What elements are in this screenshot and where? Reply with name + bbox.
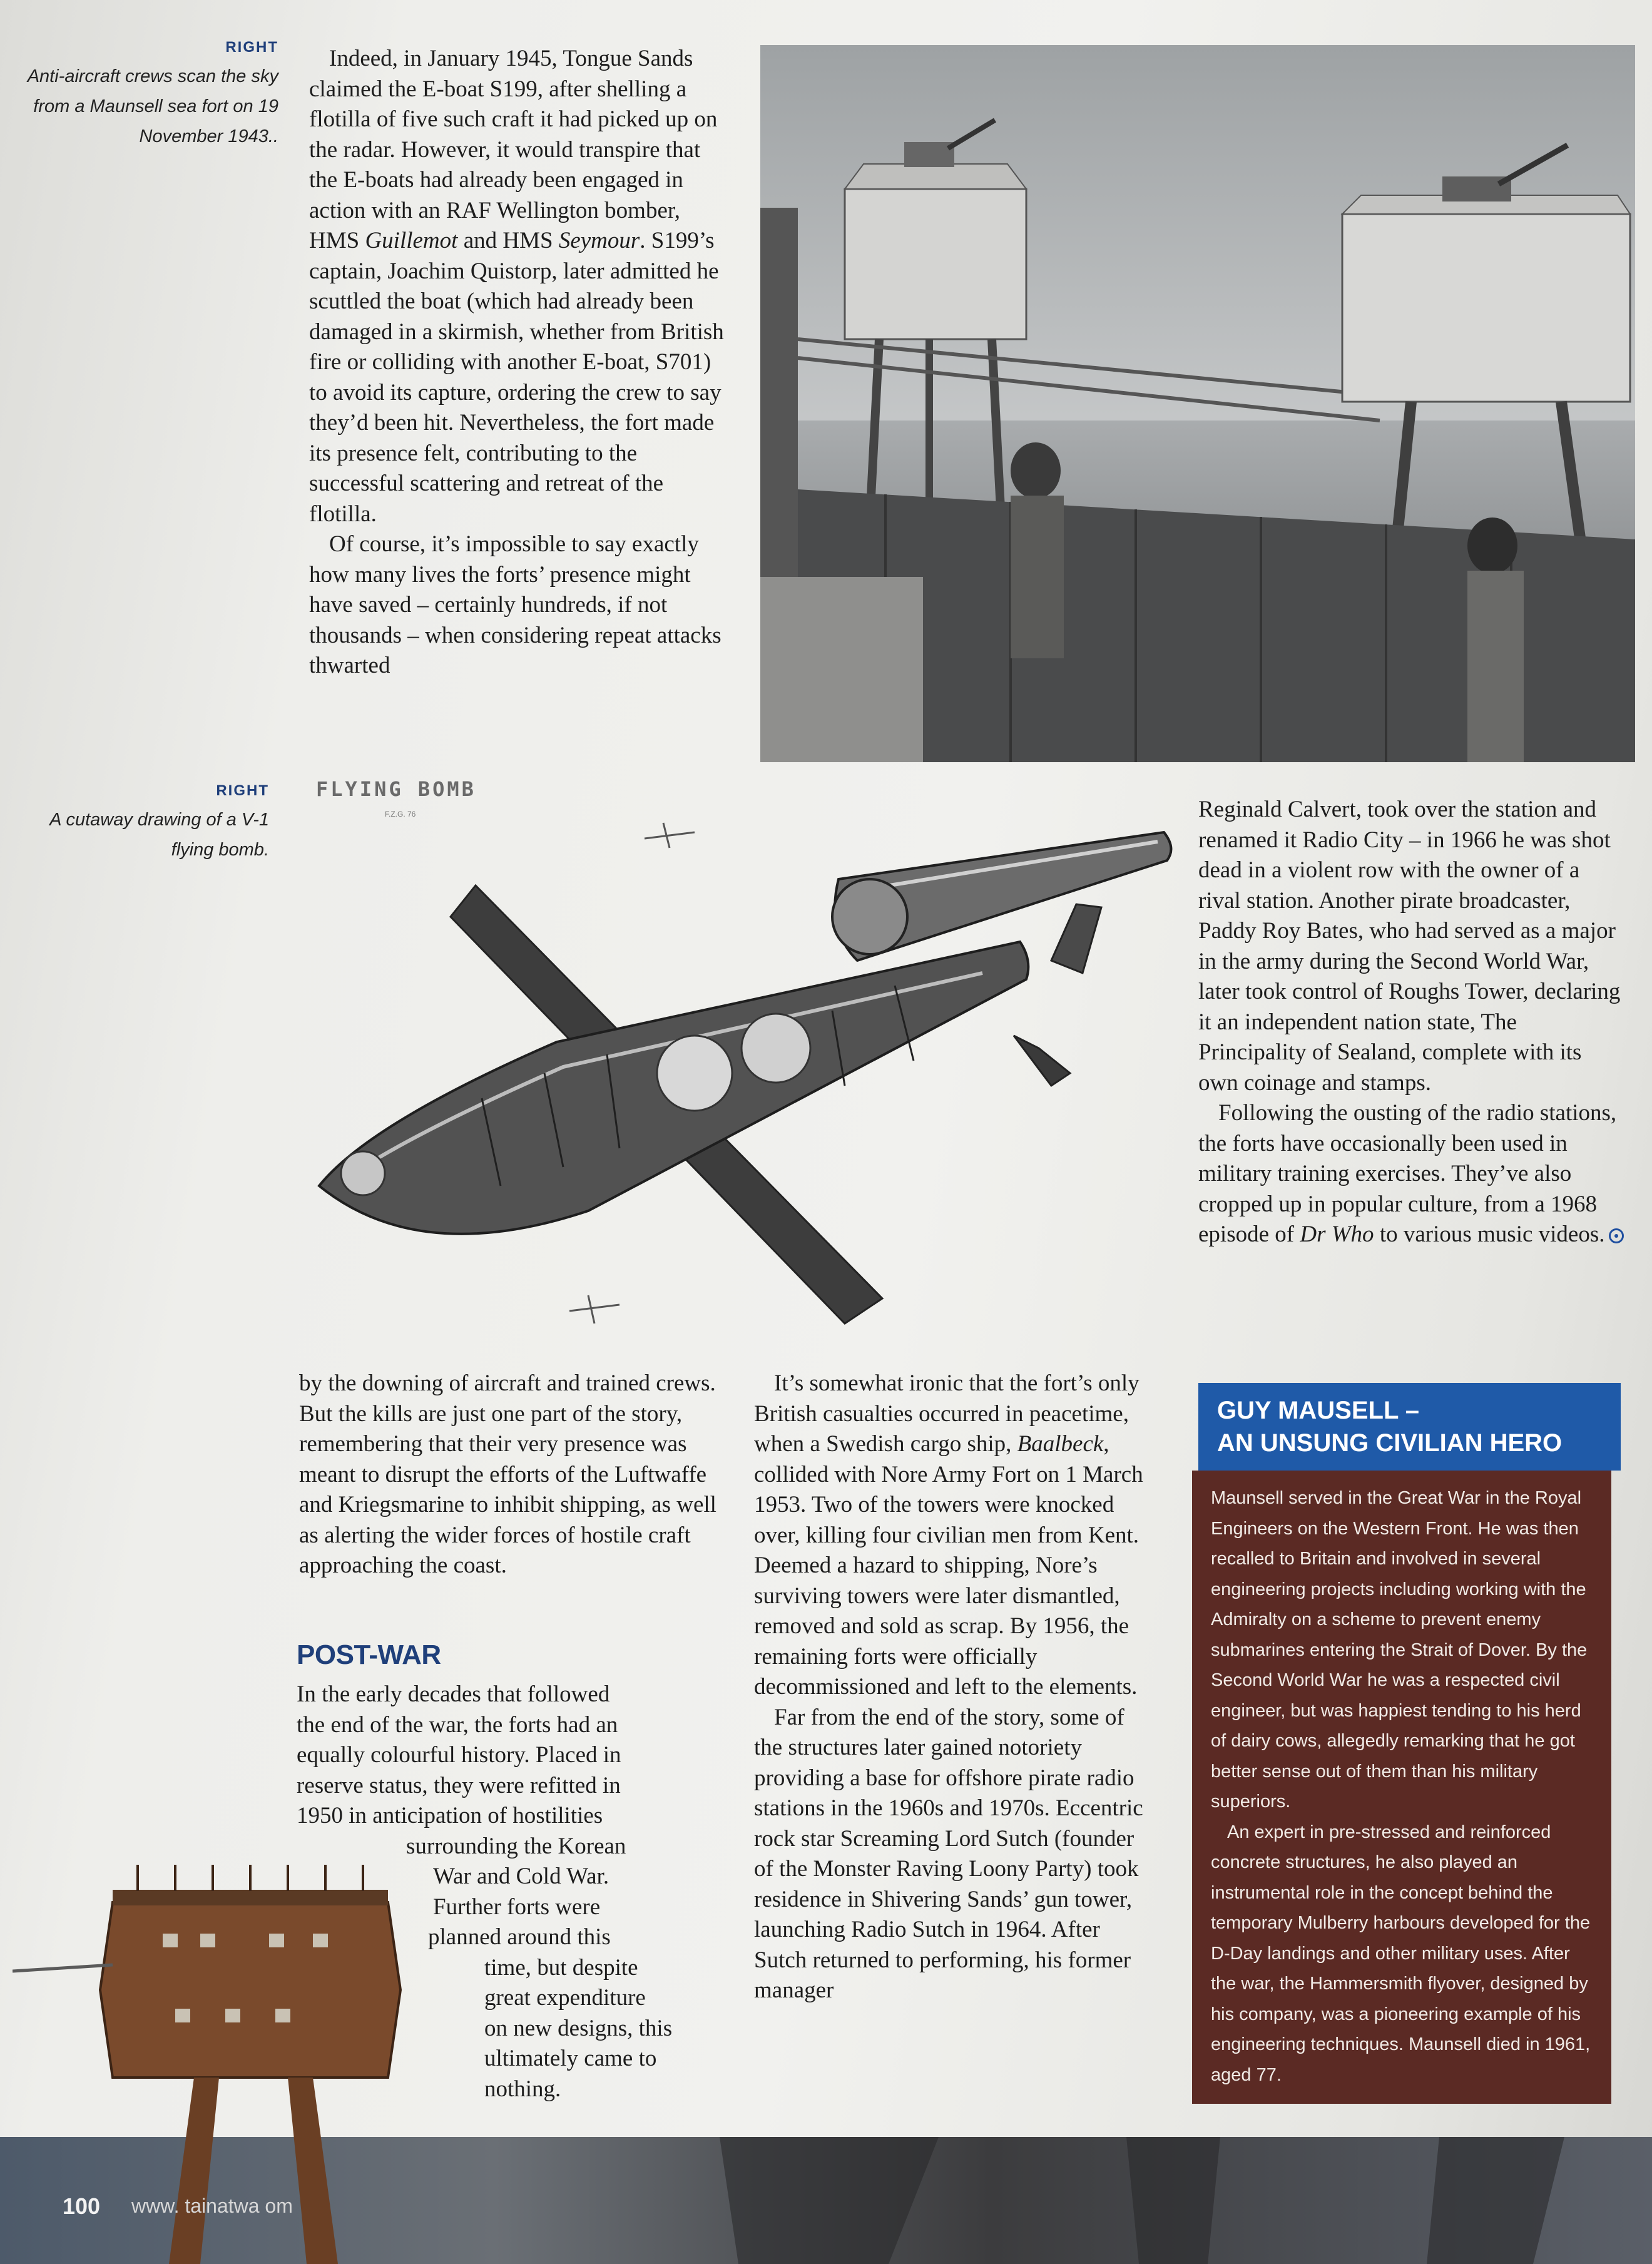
v1-cutaway-drawing <box>294 773 1189 1355</box>
text-line: War and Cold War. <box>433 1864 609 1889</box>
text-line: equally colourful history. Placed in <box>297 1742 621 1768</box>
paragraph: It’s somewhat ironic that the fort’s only British casualties occurred in peacetime, when a Swedish cargo ship, Baalbeck, collided with Nore Army Fort on 1 March 1953. Two of the towers were knocked over, killing four civilian men from Kent. Deemed a hazard to shipping, Nore’s surviving towers were later dismantled, removed and sold as scrap. By 1956, the remaining forts were officially decommissioned and left to the elements. <box>754 1370 1143 1700</box>
page-number: 100 <box>63 2193 101 2219</box>
caption-text: Anti-aircraft crews scan the sky from a Maunsell sea fort on 19 November 1943.. <box>27 66 278 146</box>
column-middle <box>754 1369 1148 2006</box>
text-line: great expenditure <box>484 1985 646 2011</box>
cutaway-label: FLYING BOMB <box>316 777 476 801</box>
paragraph: Maunsell served in the Great War in the Royal Engineers on the Western Front. He was then recalled to Britain and involved in several engineering projects including working with the Admiralty on a scheme to prevent enemy submarines entering the Strait of Dover. By the Second World War he was a respected civil engineer, but was happiest tending to his herd of dairy cows, allegedly remarking that he got better sense out of them than his military superiors. <box>1211 1488 1588 1812</box>
text-line: planned around this <box>428 1924 611 1950</box>
cutaway-caption <box>13 782 269 865</box>
text-line: nothing. <box>484 2076 561 2102</box>
sea-fort-photo <box>760 45 1635 762</box>
caption-text: A cutaway drawing of a V-1 flying bomb. <box>49 810 269 860</box>
sidebar-title-line: GUY MAUSELL – <box>1217 1397 1420 1424</box>
text-line: ultimately came to <box>484 2046 657 2071</box>
text-line: 1950 in anticipation of hostilities <box>297 1803 603 1828</box>
cutaway-sublabel: F.Z.G. 76 <box>385 810 416 818</box>
paragraph: Far from the end of the story, some of the structures later gained notoriety providing a base for offshore pirate radio stations in the 1960s and 1970s. Eccentric rock star Screaming Lord Sutch (founder of the Monster Raving Loony Party) took residence in Shivering Sands’ gun tower, launching Radio Sutch in 1964. After Sutch returned to performing, his former manager <box>754 1704 1143 2003</box>
paragraph: Indeed, in January 1945, Tongue Sands claimed the E-boat S199, after shelling a flotilla of five such craft it had picked up on the radar. However, it would transpire that the E-boats had already been engaged in action with an RAF Wellington bomber, HMS Guillemot and HMS Seymour. S199’s captain, Joachim Quistorp, later admitted he scuttled the boat (which had already been damaged in a skirmish, whether from British fire or colliding with another E-boat, S701) to avoid its capture, ordering the crew to say they’d been hit. Nevertheless, the fort made its presence felt, contributing to the successful scattering and retreat of the flotilla. <box>309 46 724 527</box>
caption-tag: RIGHT <box>216 782 269 799</box>
text-line: surrounding the Korean <box>406 1833 626 1859</box>
text-line: Further forts were <box>433 1894 601 1920</box>
text-line: time, but despite <box>484 1954 638 1981</box>
text-line: the end of the war, the forts had an <box>297 1711 618 1738</box>
caption-tag: RIGHT <box>225 39 278 56</box>
text-line: on new designs, this <box>484 2015 673 2041</box>
sidebar-body <box>1192 1471 1611 2104</box>
sidebar-title-line: AN UNSUNG CIVILIAN HERO <box>1217 1429 1563 1457</box>
text-line: reserve status, they were refitted in <box>297 1772 621 1798</box>
column-right <box>1198 795 1624 1250</box>
sidebar-title <box>1198 1383 1621 1471</box>
paragraph: Reginald Calvert, took over the station and renamed it Radio City – in 1966 he was shot dead in a violent row with the owner of a rival station. Another pirate broadcaster, Paddy Roy Bates, who had served as a major in the army during the Second World War, later took control of Roughs Tower, declaring it an independent nation state, The Principality of Sealand, complete with its own coinage and stamps. <box>1198 797 1621 1096</box>
paragraph: Following the ousting of the radio stations, the forts have occasionally been used in military training exercises. They’ve also cropped up in popular culture, from a 1968 episode of Dr Who to various music videos. <box>1198 1098 1624 1250</box>
paragraph: An expert in pre-stressed and reinforced concrete structures, he also played an instrumental role in the concept behind the temporary Mulberry harbours developed for the D-Day landings and other military uses. After the war, the Hammersmith flyover, designed by his company, was a pioneering example of his engineering techniques. Maunsell died in 1961, aged 77. <box>1211 1822 1591 2085</box>
end-mark-icon <box>1609 1228 1624 1243</box>
section-heading-post-war: POST-WAR <box>297 1639 441 1670</box>
footer-url: www. tainatwa om <box>131 2195 293 2217</box>
photo-caption <box>22 39 278 151</box>
column-left <box>299 1369 725 1581</box>
paragraph: Of course, it’s impossible to say exactly how many lives the forts’ presence might have saved – certainly hundreds, if not thousands – when considering repeat attacks thwarted <box>309 531 721 678</box>
text-line: In the early decades that followed <box>297 1681 610 1707</box>
paragraph: by the downing of aircraft and trained crews. But the kills are just one part of the story, remembering that their very presence was meant to disrupt the efforts of the Luftwaffe and Kriegsmarine to inhibit shipping, as well as alerting the wider forces of hostile craft approaching the coast. <box>299 1370 716 1578</box>
column-top <box>309 44 725 681</box>
